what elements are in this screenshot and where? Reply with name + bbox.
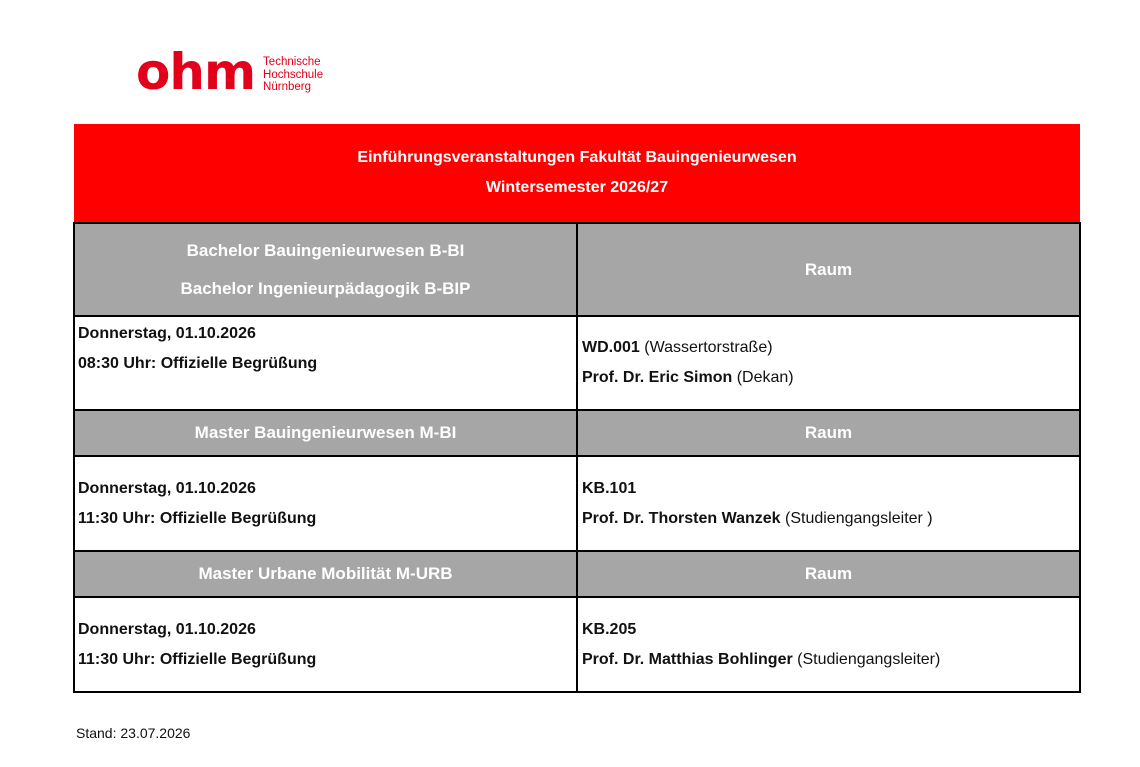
room-cell	[577, 597, 1080, 692]
section-header-row	[74, 410, 1080, 456]
person-name: Prof. Dr. Eric Simon	[582, 369, 733, 386]
stand-date: Stand: 23.07.2026	[76, 725, 191, 741]
event-cell	[74, 597, 577, 692]
person-role: (Studiengangsleiter )	[780, 509, 933, 527]
program-title: Master Bauingenieurwesen M-BI	[194, 423, 457, 442]
person-role: (Studiengangsleiter)	[792, 650, 941, 668]
room-header	[577, 551, 1080, 597]
logo-line-3: Nürnberg	[263, 81, 311, 93]
room-code: KB.101	[582, 479, 637, 497]
banner-subtitle: Wintersemester 2026/27	[485, 179, 669, 196]
title-banner	[74, 124, 1080, 222]
event-time: 11:30 Uhr: Offizielle Begrüßung	[78, 650, 317, 668]
room-cell	[577, 456, 1080, 551]
section-data-row	[74, 316, 1080, 410]
logo-line-2: Hochschule	[263, 68, 324, 81]
room-header-label: Raum	[804, 423, 853, 442]
program-header	[74, 410, 577, 456]
section-data-row	[74, 456, 1080, 551]
event-cell	[74, 456, 577, 551]
schedule-table	[73, 222, 1081, 693]
event-time: 08:30 Uhr: Offizielle Begrüßung	[78, 355, 318, 372]
room-header-label: Raum	[804, 259, 853, 279]
section-header-row	[74, 223, 1080, 316]
room-header-label: Raum	[804, 564, 853, 583]
event-cell	[74, 316, 577, 410]
room-cell	[577, 316, 1080, 410]
person-role: (Dekan)	[732, 369, 794, 386]
room-code: WD.001	[582, 339, 640, 356]
event-time: 11:30 Uhr: Offizielle Begrüßung	[78, 509, 317, 527]
room-code: KB.205	[582, 620, 637, 638]
logo-line-1: Technische	[263, 56, 321, 68]
person-line	[582, 363, 1079, 393]
program-title: Bachelor Bauingenieurwesen B-BI	[186, 240, 465, 260]
program-header	[74, 223, 577, 316]
room-line	[582, 474, 1079, 504]
person-line	[582, 645, 1079, 675]
room-line	[582, 615, 1079, 645]
event-date: Donnerstag, 01.10.2026	[78, 479, 256, 497]
event-date: Donnerstag, 01.10.2026	[78, 620, 256, 638]
program-title: Master Urbane Mobilität M-URB	[198, 564, 453, 583]
room-header	[577, 410, 1080, 456]
logo-text	[263, 56, 323, 94]
logo-mark: ohm	[136, 43, 256, 101]
ohm-logo	[136, 43, 324, 101]
program-title: Bachelor Ingenieurpädagogik B-BIP	[180, 278, 471, 298]
room-line	[582, 333, 1079, 363]
person-line	[582, 504, 1079, 534]
section-data-row	[74, 597, 1080, 692]
banner-title: Einführungsveranstaltungen Fakultät Bauingenieurwesen	[357, 149, 797, 166]
room-note: (Wassertorstraße)	[639, 339, 773, 356]
room-header	[577, 223, 1080, 316]
program-header	[74, 551, 577, 597]
section-header-row	[74, 551, 1080, 597]
person-name: Prof. Dr. Matthias Bohlinger	[582, 650, 793, 668]
person-name: Prof. Dr. Thorsten Wanzek	[582, 509, 781, 527]
event-date: Donnerstag, 01.10.2026	[78, 325, 256, 342]
